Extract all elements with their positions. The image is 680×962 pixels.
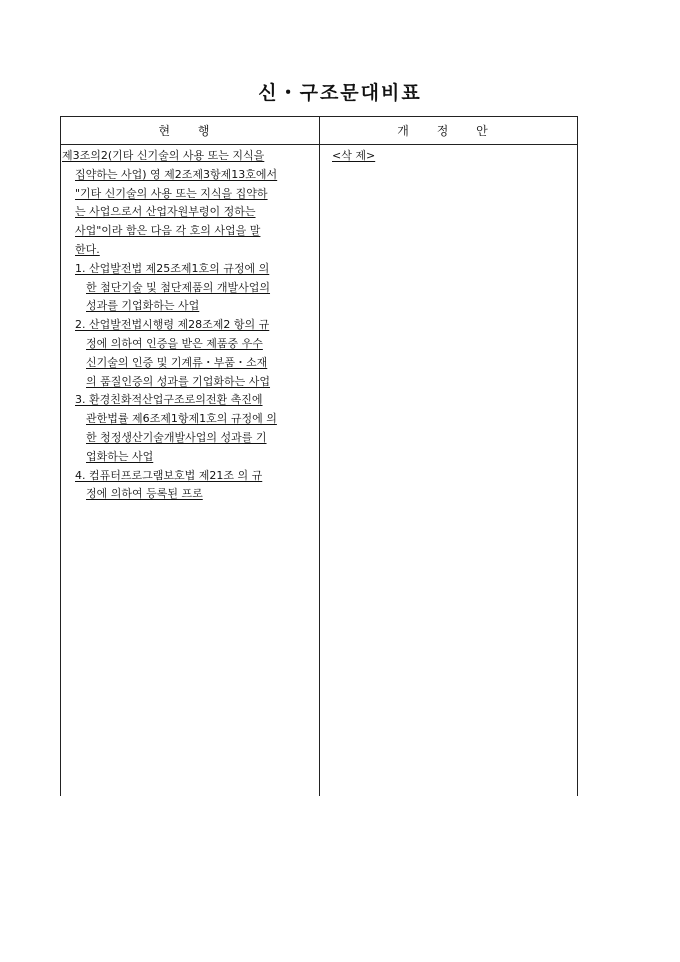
current-provision-cell [61, 145, 320, 797]
revised-provision-cell [320, 145, 578, 797]
item-line: 한 청정생산기술개발사업의 성과를 기 [86, 430, 267, 444]
intro-line: 한다. [75, 242, 100, 256]
header-revised: 개 정 안 [320, 117, 578, 145]
item-line: 의 품질인증의 성과를 기업화하는 사업 [86, 374, 271, 388]
item-line: 정에 의하여 등록된 프로 [86, 487, 203, 501]
current-provision-text [61, 145, 319, 504]
comparison-table [60, 116, 578, 796]
item-line: 신기술의 인증 및 기계류・부품・소재 [86, 355, 268, 369]
item-line: 3. 환경친화적산업구조로의전환 촉진에 [75, 393, 263, 407]
item-line: 한 첨단기술 및 첨단제품의 개발사업의 [86, 280, 271, 294]
item-line: 업화하는 사업 [86, 449, 154, 463]
article-intro [62, 147, 317, 260]
header-current: 현 행 [61, 117, 320, 145]
item-line: 정에 의하여 인증을 받은 제품중 우수 [86, 336, 263, 350]
page-title: 신・구조문대비표 [258, 82, 422, 104]
intro-line: 는 사업으로서 산업자원부령이 정하는 [75, 205, 256, 219]
revised-provision-text [320, 145, 577, 166]
list-item [62, 316, 317, 391]
intro-line: 사업"이라 함은 다음 각 호의 사업을 말 [75, 224, 261, 238]
item-line: 1. 산업발전법 제25조제1호의 규정에 의 [75, 261, 270, 275]
deletion-note: <삭 제> [332, 149, 376, 162]
intro-line: "기타 신기술의 사용 또는 지식을 집약하 [75, 186, 268, 200]
intro-line: 집약하는 사업) 영 제2조제3항제13호에서 [75, 167, 278, 181]
item-line: 성과를 기업화하는 사업 [86, 299, 200, 313]
intro-line: 제3조의2(기타 신기술의 사용 또는 지식을 [62, 149, 265, 162]
item-line: 4. 컴퓨터프로그램보호법 제21조 의 규 [75, 468, 263, 482]
item-line: 2. 산업발전법시행령 제28조제2 항의 규 [75, 318, 270, 332]
list-item [62, 260, 317, 316]
list-item [62, 467, 317, 505]
item-line: 관한법률 제6조제1항제1호의 규정에 의 [86, 412, 277, 426]
list-item [62, 391, 317, 466]
